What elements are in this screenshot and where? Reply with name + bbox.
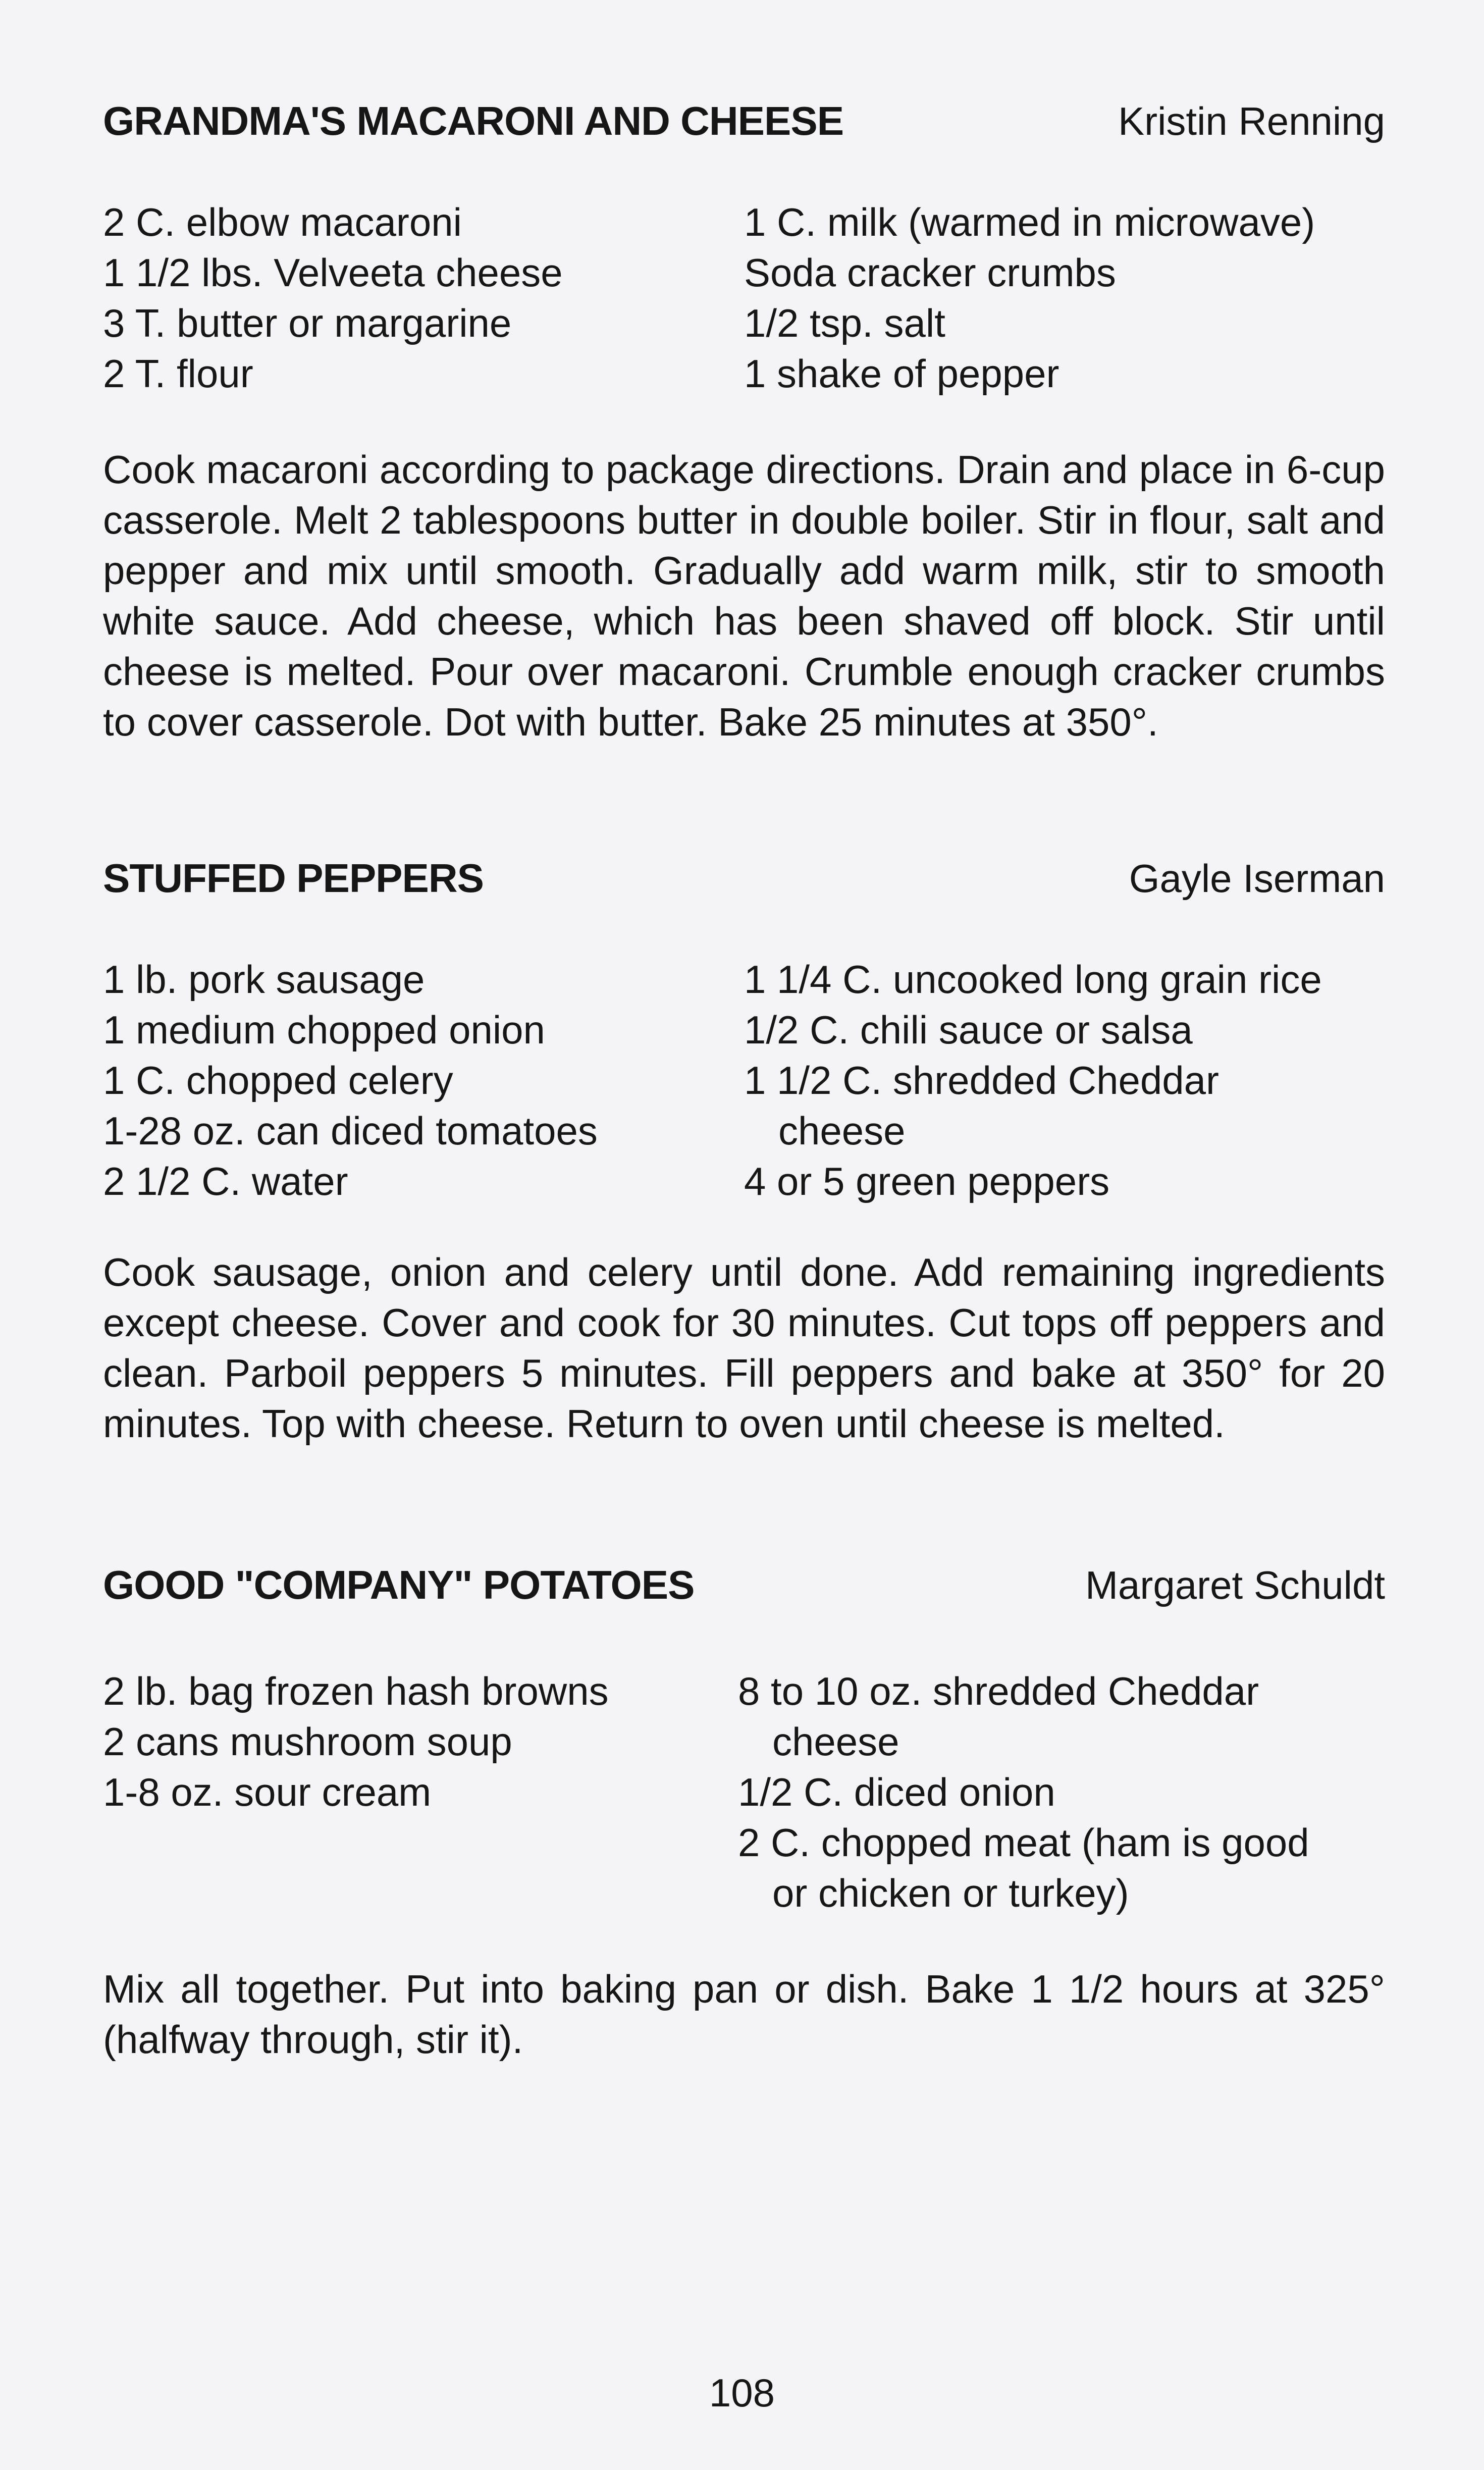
page-number: 108 xyxy=(709,2371,775,2415)
recipe-directions: Cook macaroni according to package directions. Drain and place in 6-cup casserole. Melt 2 tablespoons butter in double boiler. Stir in flour, salt and pepper and mix until smooth. Gradually add warm milk, stir to smooth white sauce. Add cheese, which has been shaved off block. Stir until cheese is melted. Pour over macaroni. Crumble enough cracker crumbs to cover casserole. Dot with butter. Bake 25 minutes at 350°. xyxy=(103,447,1385,744)
ingredients-left xyxy=(103,197,739,399)
ingredient: 1 1/4 C. uncooked long grain rice xyxy=(744,957,1322,1002)
ingredient: 1 lb. pork sausage xyxy=(103,957,425,1002)
recipe-directions: Cook sausage, onion and celery until done. Add remaining ingredients except cheese. Cover and cook for 30 minutes. Cut tops off peppers and clean. Parboil peppers 5 minutes. Fill peppers and bake at 350° for 20 minutes. Top with cheese. Return to oven until cheese is melted. xyxy=(103,1250,1385,1446)
recipe-header xyxy=(103,853,1385,909)
recipe-title: GRANDMA'S MACARONI AND CHEESE xyxy=(103,98,844,143)
ingredient: 1 C. milk (warmed in microwave) xyxy=(744,200,1315,244)
ingredients xyxy=(103,197,1385,399)
recipe-directions: Mix all together. Put into baking pan or dish. Bake 1 1/2 hours at 325° (halfway through, stir it). xyxy=(103,1967,1385,2062)
ingredient: 2 cans mushroom soup xyxy=(103,1719,512,1764)
ingredient: or chicken or turkey) xyxy=(772,1871,1129,1915)
recipe-macaroni-and-cheese xyxy=(103,96,1385,744)
recipe-good-company-potatoes xyxy=(103,1560,1385,2062)
ingredient: Soda cracker crumbs xyxy=(744,250,1116,295)
ingredient: 1/2 C. chili sauce or salsa xyxy=(744,1008,1193,1052)
recipe-author: Kristin Renning xyxy=(1118,99,1385,143)
recipe-stuffed-peppers xyxy=(103,853,1385,1446)
ingredient: cheese xyxy=(778,1109,906,1153)
recipe-header xyxy=(103,96,1385,151)
ingredient: 1 medium chopped onion xyxy=(103,1008,545,1052)
recipe-header xyxy=(103,1560,1385,1615)
ingredient: 1-28 oz. can diced tomatoes xyxy=(103,1109,598,1153)
ingredients-left xyxy=(103,954,739,1206)
ingredient: 2 C. chopped meat (ham is good xyxy=(738,1820,1309,1865)
ingredient: 1 1/2 C. shredded Cheddar xyxy=(744,1058,1219,1102)
ingredient: 2 1/2 C. water xyxy=(103,1159,348,1203)
ingredient: 2 C. elbow macaroni xyxy=(103,200,462,244)
ingredient: 1-8 oz. sour cream xyxy=(103,1770,432,1814)
ingredients-right xyxy=(744,197,1385,399)
ingredient: 1/2 tsp. salt xyxy=(744,301,945,345)
ingredient: cheese xyxy=(772,1719,899,1764)
ingredient: 1 shake of pepper xyxy=(744,351,1059,396)
ingredient: 2 lb. bag frozen hash browns xyxy=(103,1669,609,1713)
ingredients-right xyxy=(744,954,1385,1206)
ingredient: 1 C. chopped celery xyxy=(103,1058,453,1102)
ingredients-left xyxy=(103,1666,739,1817)
recipe-author: Margaret Schuldt xyxy=(1085,1563,1385,1607)
ingredient: 4 or 5 green peppers xyxy=(744,1159,1110,1203)
recipe-title: STUFFED PEPPERS xyxy=(103,856,484,901)
recipe-author: Gayle Iserman xyxy=(1129,856,1385,901)
ingredients xyxy=(103,1666,1385,1918)
ingredient: 8 to 10 oz. shredded Cheddar xyxy=(738,1669,1259,1713)
ingredient: 2 T. flour xyxy=(103,351,253,396)
ingredients-right xyxy=(738,1666,1379,1918)
ingredients xyxy=(103,954,1385,1206)
ingredient: 3 T. butter or margarine xyxy=(103,301,512,345)
ingredient: 1/2 C. diced onion xyxy=(738,1770,1055,1814)
ingredient: 1 1/2 lbs. Velveeta cheese xyxy=(103,250,563,295)
recipe-title: GOOD "COMPANY" POTATOES xyxy=(103,1562,695,1607)
